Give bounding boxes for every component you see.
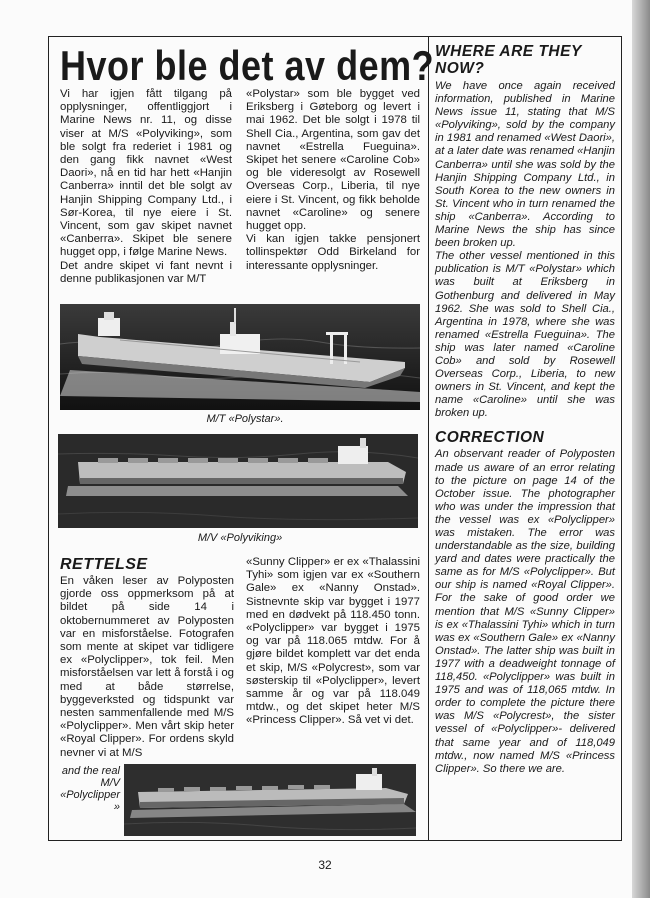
sidebar-heading: WHERE ARE THEY NOW? xyxy=(435,43,582,77)
sidebar-text xyxy=(435,80,615,420)
intro-paragraph-3: «Polystar» som ble bygget ved Eriksberg i Gøteborg og levert i mai 1962. Det ble solgt i 1978 til Shell Cia., Argentina, som gav det navnet «Estrella Fueguina». Skipet het senere «Caroline Cob» og ble videresolgt av Rosewell Overseas Corp., Liberia, til nye eiere i St. Vincent, og fikk beholde navnet «Caroline» og senere hugget opp. xyxy=(246,88,420,233)
intro-left-column xyxy=(60,88,232,286)
page-edge-shadow xyxy=(632,0,650,898)
rettelse-paragraph-2: «Sunny Clipper» er ex «Thalassini Tyhi» som igjen var ex «Southern Gale» ex «Nanny Onstad». Sistnevnte skip var bygget i 1977 med en dødvekt på 118.450 tonn. «Polyclipper» var bygget i 1975 og var på 118.065 mtdw. For å gjøre bildet komplett var det enda et skip, M/S «Polycrest», som var søsterskip til «Polyclipper», levert samme år og var på 118.049 mtdw., og det skipet heter M/S «Princess Clipper». Så vet vi det. xyxy=(246,556,420,727)
rettelse-paragraph-1: En våken leser av Polyposten gjorde oss oppmerksom på at bildet på side 14 i oktobernummeret av Polyposten var en misforståelse. Fotografen som mente at skipet var tidligere ex «Polyclipper», tok feil. Men misforståelsen var lett å forstå i og med at både størrelse, byggeverksted og tidspunkt var nesten sammenfallende med M/S «Polyclipper». Men vårt skip heter «Royal Clipper». For ordens skyld nevner vi at M/S xyxy=(60,575,234,759)
polyviking-photo xyxy=(58,434,418,528)
sidebar-paragraph-1: We have once again received information, published in Marine News issue 11, stating that M/S «Polyviking», sold by the company in 1981 and renamed «West Daori», at a later date was renamed «Hanjin Canberra» until she was sold by the Hanjin Shipping Company Ltd., in South Korea to the new owners in St. Vincent who in turn renamed the ship «Canberra». According to Marine News the ship has since been broken up. xyxy=(435,80,615,250)
polystar-caption: M/T «Polystar». xyxy=(206,413,284,425)
rettelse-right-column xyxy=(246,556,420,728)
page-number: 32 xyxy=(318,858,332,872)
intro-paragraph-2: Det andre skipet vi fant nevnt i denne publikasjonen var M/T xyxy=(60,259,232,285)
polyclipper-photo xyxy=(124,764,416,836)
intro-right-column xyxy=(246,88,420,273)
correction-text xyxy=(435,448,615,775)
polystar-photo xyxy=(60,304,420,410)
english-sidebar xyxy=(429,36,622,841)
rettelse-left-column xyxy=(60,575,234,760)
intro-paragraph-1: Vi har igjen fått tilgang på opplysninger, offentliggjort i Marine News nr. 11, og disse viser at M/S «Polyviking», som ble solgt fra rederiet i 1981 og den gang fikk navnet «West Daori», nå en tid har hett «Hanjin Canberra» inntil det ble solgt av Hanjin Shipping Company Ltd., i Sør-Korea, til nye eiere i St. Vincent, som gav skipet navnet «Canberra». Skipet ble senere hugget opp, i følge Marine News. xyxy=(60,88,232,259)
correction-paragraph: An observant reader of Polyposten made us aware of an error relating to the picture on page 14 of the October issue. The photographer who was under the impression that the vessel was ex «Polyclipper» was mistaken. The error was understandable as the size, building yard and dates were practically the same as for M/S «Polyclipper». But our ship is named «Royal Clipper». For the sake of good order we mention that M/S «Sunny Clipper» is ex «Thalassini Tyhi» which in turn was ex «Southern Gale» ex «Nanny Onstad». The latter ship was built in 1977 with a deadweight tonnage of 118,450. «Polyclipper» was built in 1975 and was of 118,065 mtdw. In order to complete the picture there was M/S «Polycrest», the sister vessel of «Polyclipper»- delivered that same year and of 118,049 mtdw., now named M/S «Princess Clipper». So there we are. xyxy=(435,448,615,775)
correction-heading: CORRECTION xyxy=(435,429,545,447)
polyviking-caption: M/V «Polyviking» xyxy=(197,532,283,544)
article-title: Hvor ble det av dem? xyxy=(60,42,435,90)
polyclipper-caption: and the real M/V «Polyclipper » xyxy=(60,765,120,813)
rettelse-heading: RETTELSE xyxy=(60,556,148,573)
sidebar-paragraph-2: The other vessel mentioned in this publication is M/T «Polystar» which was built at Eriksberg in Gothenburg and delivered in May 1962. She was sold to Shell Cia., Argentina in 1978, where she was renamed «Estrella Fueguina». The ship was later named «Caroline Cob» and sold by Rosewell Overseas Corp., Liberia, to new owners in St. Vincent, and kept the name «Caroline» until she was broken up. xyxy=(435,250,615,420)
intro-paragraph-4: Vi kan igjen takke pensjonert tollinspektør Odd Birkeland for interessante opplysninger. xyxy=(246,233,420,272)
